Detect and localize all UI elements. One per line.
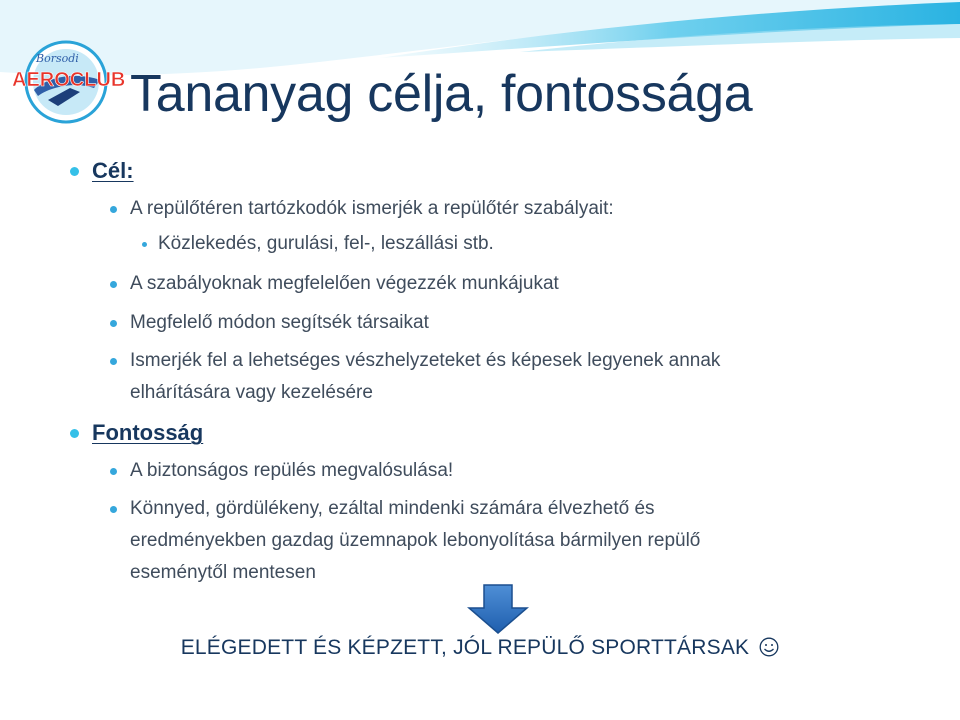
page-title: Tananyag célja, fontossága [130,65,753,123]
list-item-continuation: eseménytől mentesen [130,562,316,583]
list-item-continuation: eredményekben gazdag üzemnapok lebonyolítása bármilyen repülő [130,530,701,551]
bullet-dot-icon [142,242,147,247]
list-item-continuation: elhárítására vagy kezelésére [130,382,373,403]
bullet-dot-icon [110,320,117,327]
list-item: Megfelelő módon segítsék társaikat [130,312,429,334]
down-arrow-icon [467,584,529,634]
section-heading-cel: Cél: [92,158,134,184]
bullet-dot-icon [70,429,79,438]
logo-script-text: Borsodi [36,52,79,65]
list-item: Könnyed, gördülékeny, ezáltal mindenki számára élvezhető és [130,498,655,520]
list-item: A biztonságos repülés megvalósulása! [130,460,453,482]
list-item: A repülőtéren tartózkodók ismerjék a repülőtér szabályait: [130,198,614,220]
section-heading-fontossag: Fontosság [92,420,203,446]
bullet-dot-icon [110,358,117,365]
sub-list-item: Közlekedés, gurulási, fel-, leszállási stb. [158,233,494,255]
bullet-dot-icon [110,468,117,475]
logo-main-text: AEROCLUB [12,69,126,91]
footer-slogan: ELÉGEDETT ÉS KÉPZETT, JÓL REPÜLŐ SPORTTÁRSAK [0,636,960,660]
bullet-dot-icon [70,167,79,176]
bullet-dot-icon [110,206,117,213]
bullet-dot-icon [110,506,117,513]
smiley-icon [759,637,779,657]
list-item: A szabályoknak megfelelően végezzék munkájukat [130,273,559,295]
bullet-dot-icon [110,281,117,288]
list-item: Ismerjék fel a lehetséges vészhelyzeteket és képesek legyenek annak [130,350,720,372]
